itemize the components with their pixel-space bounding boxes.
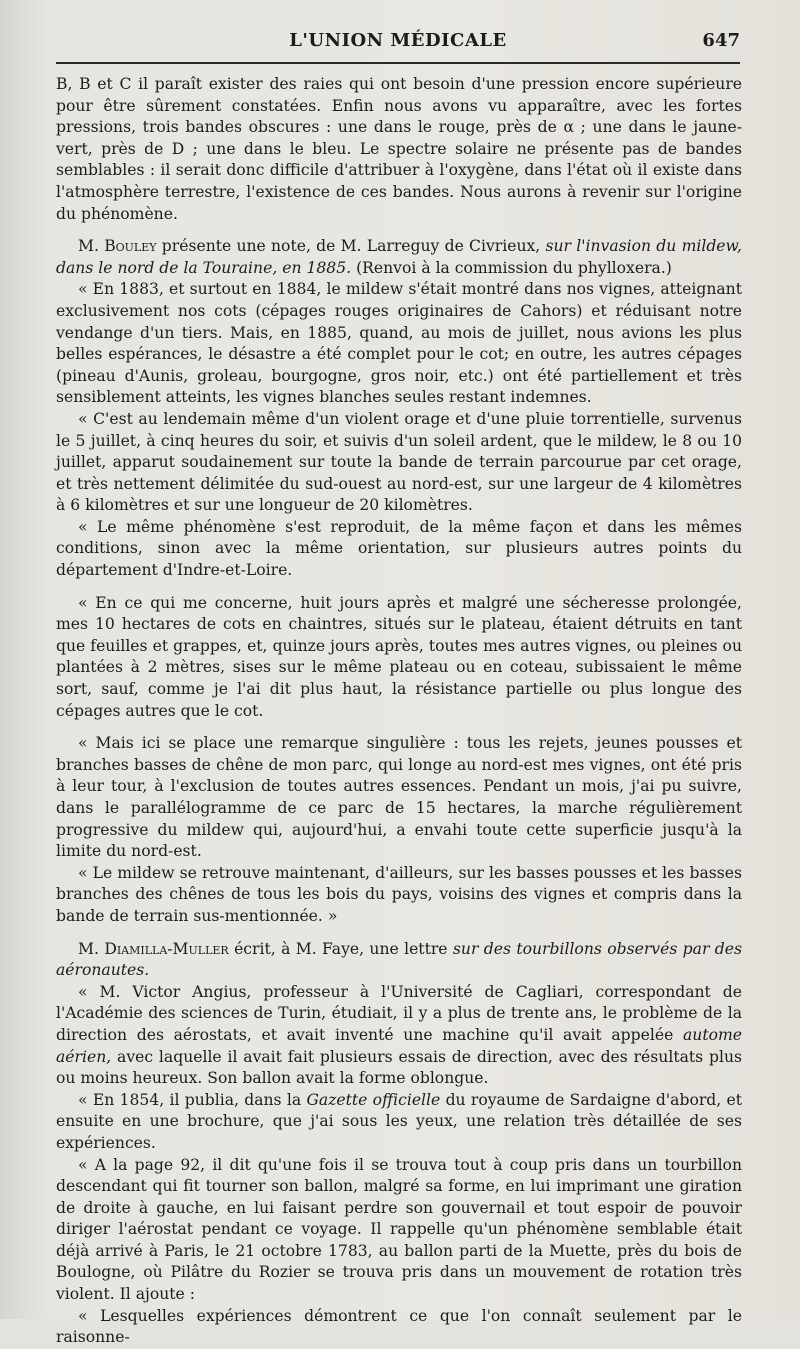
header-rule [56, 62, 740, 64]
paragraph-mildew-1883: « En 1883, et surtout en 1884, le mildew s'était montré dans nos vignes, atteignant exclusivement nos cots (cépages rouges originaires de Cahors) et réduisant notre vendange d'un tiers. Mais, en 1885, quand, au mois de juillet, nous avions les plus belles espérances, le désastre a été complet pour le cot; en outre, les autres cépages (pineau d'Aunis, groleau, bourgogne, gros noir, etc.) ont été partiellement et très sensiblement atteints, les vignes blanches seules restant indemnes. [56, 280, 742, 407]
author-name: Bouley [104, 237, 157, 256]
paragraph-storm: « C'est au lendemain même d'un violent orage et d'une pluie torrentielle, survenus le 5 juillet, à cinq heures du soir, et suivis d'un soleil ardent, que le mildew, le 8 ou 10 juillet, apparut soudainement sur toute la bande de terrain parcourue par cet orage, et très nettement délimitée du sud-ouest au nord-est, sur une largeur de 4 kilomètres à 6 kilomètres et sur une longueur de 20 kilomètres. [56, 409, 742, 515]
article-body [56, 74, 742, 1349]
paragraph-mildew-oaks: « Le mildew se retrouve maintenant, d'ailleurs, sur les basses pousses et les basses branches des chênes de tous les bois du pays, voisins des vignes et compris dans la bande de terrain sus-mentionnée. » [56, 863, 742, 925]
paragraph-experiences: « Lesquelles expériences démontrent ce que l'on connaît seulement par le raisonne- [56, 1306, 742, 1347]
paragraph-spectrum: B, B et C il paraît exister des raies qui ont besoin d'une pression encore supérieure pour être sûrement constatées. Enfin nous avons vu apparaître, avec les fortes pressions, trois bandes obscures : une dans le rouge, près de α ; une dans le jaune-vert, près de D ; une dans le bleu. Le spectre solaire ne présente pas de bandes semblables : il serait donc difficile d'attribuer à l'oxygène, dans l'état où il existe dans l'atmosphère terrestre, l'existence de ces bandes. Nous aurons à revenir sur l'origine du phénomène. [56, 75, 742, 223]
page-header [56, 30, 740, 58]
paragraph-bouley-note: M. Bouley présente une note, de M. Larreguy de Civrieux, sur l'invasion du mildew, dans le nord de la Touraine, en 1885. (Renvoi à la commission du phylloxera.) [56, 237, 742, 277]
paragraph-gazette: « En 1854, il publia, dans la Gazette officielle du royaume de Sardaigne d'abord, et ensuite en une brochure, que j'ai sous les yeux, une relation très détaillée de ses expériences. [56, 1090, 743, 1152]
paragraph-diamilla-letter: M. Diamilla-Muller écrit, à M. Faye, une lettre sur des tourbillons observés par des aéronautes. [56, 939, 742, 980]
page-number: 647 [702, 30, 740, 51]
note-title: sur l'invasion du mildew, dans le nord de la Touraine, en 1885. [56, 237, 742, 277]
paragraph-my-vines: « En ce qui me concerne, huit jours après et malgré une sécheresse prolongée, mes 10 hectares de cots en chaintres, situés sur le plateau, étaient détruits en tant que feuilles et grappes, et, quinze jours après, toutes mes autres vignes, ou pleines ou plantées à 2 mètres, sises sur le même plateau ou en coteau, subissaient le même sort, sauf, comme je l'ai dit plus haut, la résistance partielle ou plus longue des cépages autres que le cot. [56, 593, 742, 720]
letter-title: sur des tourbillons observés par des aéronautes. [56, 939, 742, 980]
running-title: L'UNION MÉDICALE [289, 30, 507, 51]
paragraph-oak-remark: « Mais ici se place une remarque singulière : tous les rejets, jeunes pousses et branches basses de chêne de mon parc, qui longe au nord-est mes vignes, ont été pris à leur tour, à l'exclusion de toutes autres essences. Pendant un mois, j'ai pu suivre, dans le parallélogramme de ce parc de 15 hectares, la marche régulièrement progressive du mildew qui, aujourd'hui, a envahi toute cette superficie jusqu'à la limite du nord-est. [56, 734, 742, 861]
paragraph-same-phenomenon: « Le même phénomène s'est reproduit, de la même façon et dans les mêmes conditions, sinon avec la même orientation, sur plusieurs autres points du département d'Indre-et-Loire. [56, 517, 742, 580]
paragraph-angius: « M. Victor Angius, professeur à l'Université de Cagliari, correspondant de l'Académie des sciences de Turin, étudiait, il y a plus de trente ans, le problème de la direction des aérostats, et avait inventé une machine qu'il avait appelée autome aérien, avec laquelle il avait fait plusieurs essais de direction, avec des résultats plus ou moins heureux. Son ballon avait la forme oblongue. [56, 982, 742, 1088]
author-name: Diamilla-Muller [104, 939, 229, 958]
paragraph-tourbillon: « A la page 92, il dit qu'une fois il se trouva tout à coup pris dans un tourbillon descendant qui fit tourner son ballon, malgré sa forme, en lui imprimant une giration de droite à gauche, en lui faisant perdre son gouvernail et tout espoir de pouvoir diriger l'aérostat pendant ce voyage. Il rappelle qu'un phénomène semblable était déjà arrivé à Paris, le 21 octobre 1783, au ballon parti de la Muette, près du bois de Boulogne, où Pilâtre du Rozier se trouva pris dans un mouvement de rotation très violent. Il ajoute : [56, 1155, 742, 1304]
